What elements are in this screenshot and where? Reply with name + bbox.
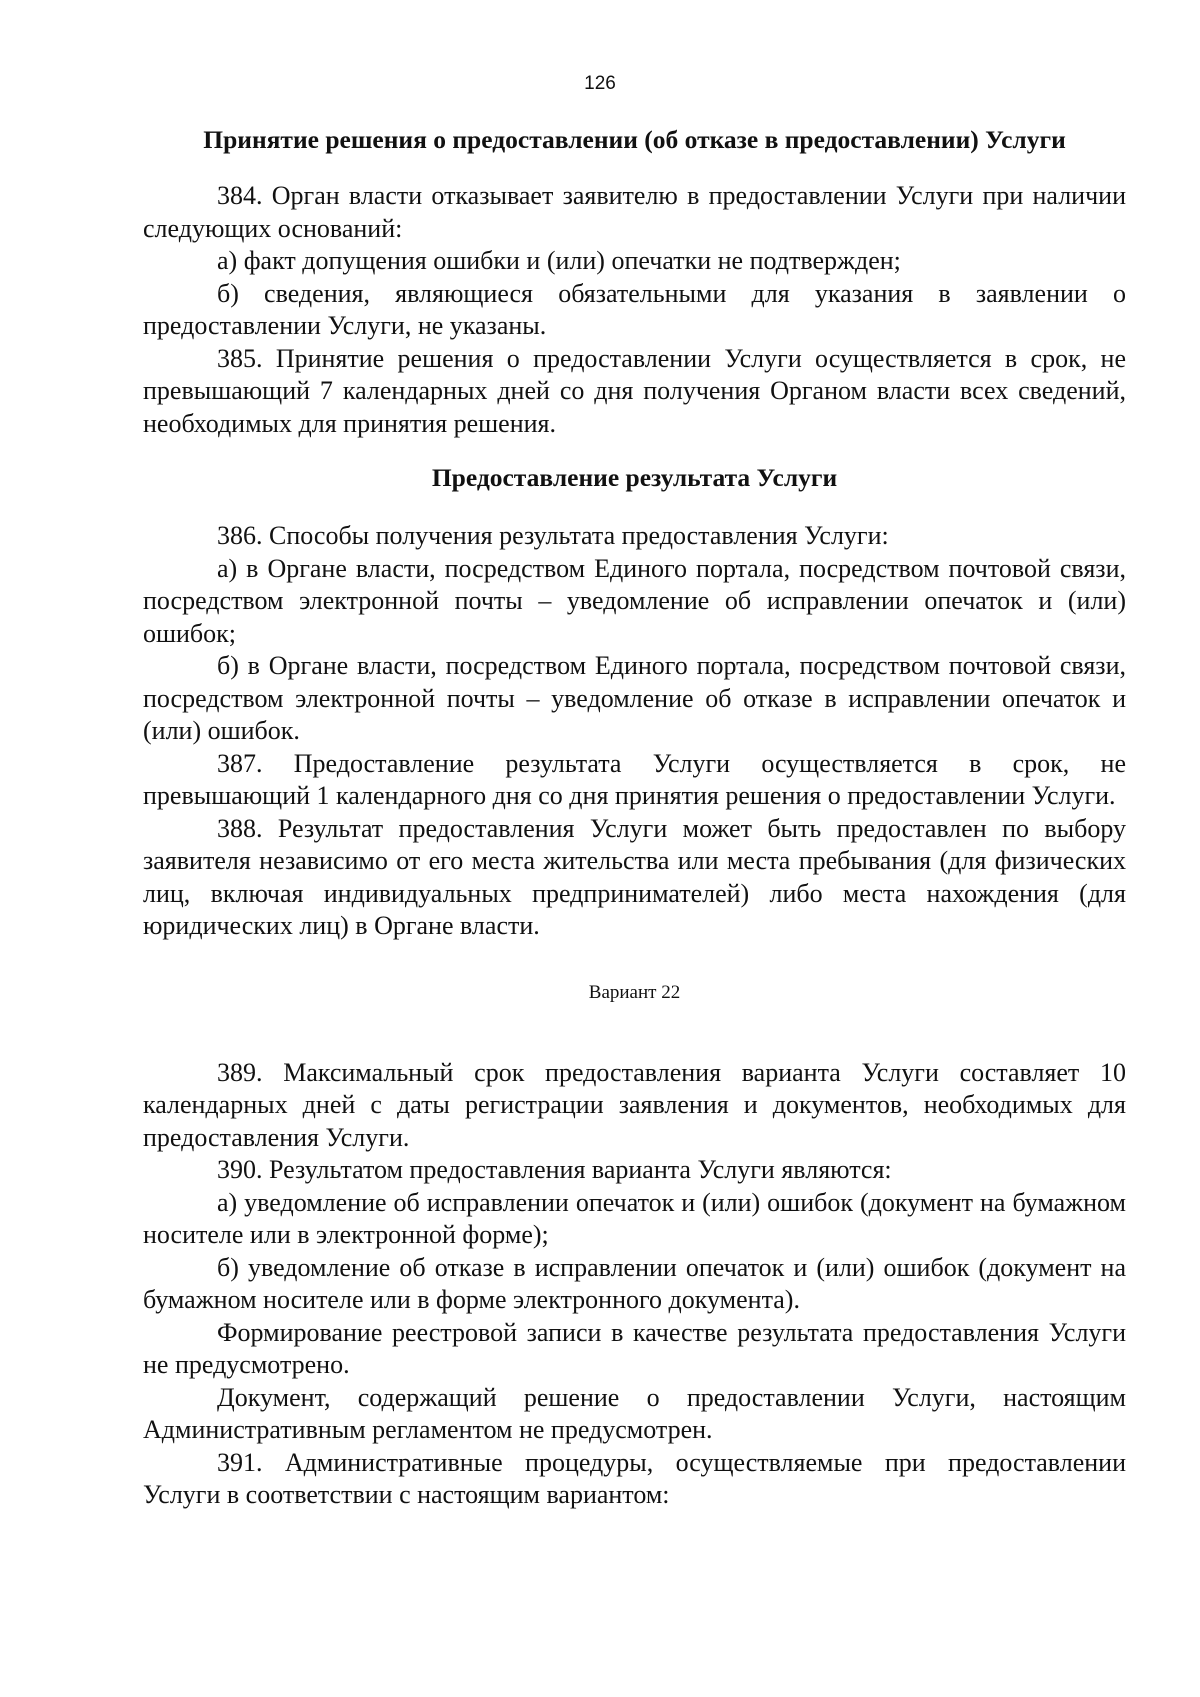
- paragraph-390-a: а) уведомление об исправлении опечаток и (или) ошибок (документ на бумажном носителе или в электронной форме);: [143, 1187, 1126, 1249]
- variant-caption: Вариант 22: [588, 981, 681, 1003]
- paragraph-386: 386. Способы получения результата предоставления Услуги:: [217, 521, 889, 550]
- paragraph-decision-document: Документ, содержащий решение о предоставлении Услуги, настоящим Административным регламентом не предусмотрен.: [143, 1382, 1126, 1444]
- page-number: 126: [584, 73, 616, 94]
- paragraph-387: 387. Предоставление результата Услуги осуществляется в срок, не превышающий 1 календарного дня со дня принятия решения о предоставлении Услуги.: [143, 748, 1126, 810]
- paragraph-390: 390. Результатом предоставления варианта Услуги являются:: [217, 1155, 892, 1184]
- paragraph-388: 388. Результат предоставления Услуги может быть предоставлен по выбору заявителя независимо от его места жительства или места пребывания (для физических лиц, включая индивидуальных предпринимателей) либо места нахождения (для юридических лиц) в Органе власти.: [143, 813, 1126, 940]
- paragraph-384-b: б) сведения, являющиеся обязательными для указания в заявлении о предоставлении Услуги, не указаны.: [143, 278, 1126, 340]
- paragraph-391: 391. Административные процедуры, осуществляемые при предоставлении Услуги в соответствии с настоящим вариантом:: [143, 1447, 1126, 1509]
- paragraph-386-b: б) в Органе власти, посредством Единого портала, посредством почтовой связи, посредством электронной почты – уведомление об отказе в исправлении опечаток и (или) ошибок.: [143, 651, 1126, 745]
- paragraph-386-a: а) в Органе власти, посредством Единого портала, посредством почтовой связи, посредством электронной почты – уведомление об исправлении опечаток и (или) ошибок;: [143, 553, 1126, 648]
- paragraph-385: 385. Принятие решения о предоставлении Услуги осуществляется в срок, не превышающий 7 календарных дней со дня получения Органом власти всех сведений, необходимых для принятия решения.: [143, 343, 1126, 438]
- paragraph-389: 389. Максимальный срок предоставления варианта Услуги составляет 10 календарных дней с даты регистрации заявления и документов, необходимых для предоставления Услуги.: [143, 1057, 1126, 1152]
- section-heading-decision: Принятие решения о предоставлении (об отказе в предоставлении) Услуги: [203, 125, 1066, 154]
- paragraph-390-b: б) уведомление об отказе в исправлении опечаток и (или) ошибок (документ на бумажном носителе или в форме электронного документа).: [143, 1252, 1126, 1314]
- section-heading-result: Предоставление результата Услуги: [431, 463, 838, 492]
- paragraph-384: 384. Орган власти отказывает заявителю в предоставлении Услуги при наличии следующих оснований:: [143, 181, 1126, 243]
- paragraph-384-a: а) факт допущения ошибки и (или) опечатки не подтвержден;: [217, 246, 901, 275]
- document-body: [143, 124, 1126, 1512]
- paragraph-registry-record: Формирование реестровой записи в качестве результата предоставления Услуги не предусмотрено.: [143, 1317, 1126, 1379]
